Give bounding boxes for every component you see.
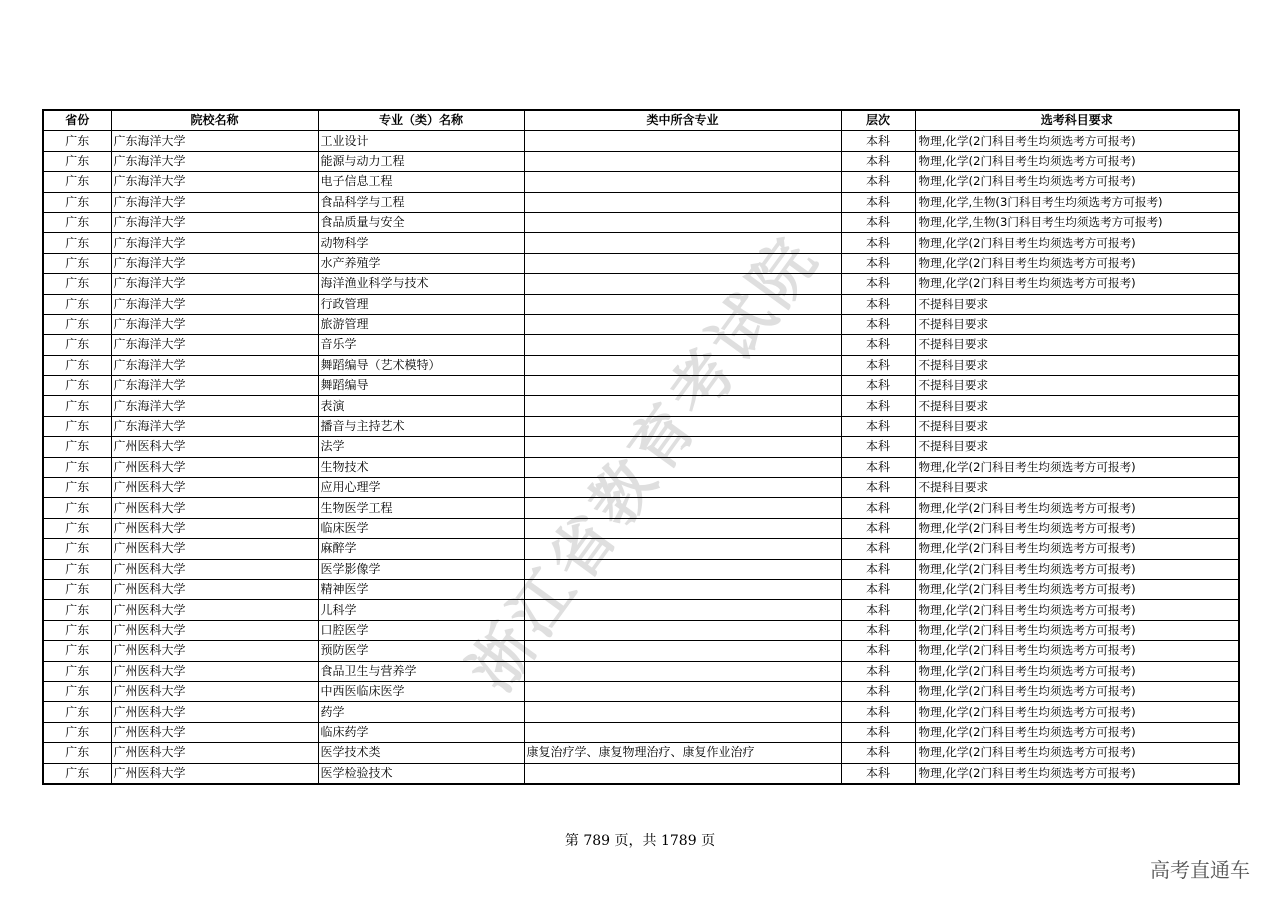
requirement-cell: 物理,化学(2门科目考生均须选考方可报考) — [915, 681, 1239, 701]
major-cell: 舞蹈编导（艺术模特） — [318, 355, 524, 375]
included-majors-cell — [524, 579, 841, 599]
level-cell: 本科 — [841, 172, 915, 192]
major-cell: 舞蹈编导 — [318, 376, 524, 396]
major-cell: 预防医学 — [318, 641, 524, 661]
school-cell: 广州医科大学 — [111, 722, 318, 742]
included-majors-cell — [524, 192, 841, 212]
school-cell: 广东海洋大学 — [111, 396, 318, 416]
school-cell: 广东海洋大学 — [111, 294, 318, 314]
table-row — [43, 172, 1239, 192]
level-cell: 本科 — [841, 355, 915, 375]
province-cell: 广东 — [43, 722, 111, 742]
table-row — [43, 579, 1239, 599]
included-majors-cell — [524, 722, 841, 742]
school-cell: 广东海洋大学 — [111, 192, 318, 212]
table-row — [43, 437, 1239, 457]
header-school: 院校名称 — [111, 110, 318, 131]
included-majors-cell — [524, 416, 841, 436]
header-subject-requirement: 选考科目要求 — [915, 110, 1239, 131]
major-cell: 口腔医学 — [318, 620, 524, 640]
requirement-cell: 物理,化学(2门科目考生均须选考方可报考) — [915, 559, 1239, 579]
major-cell: 应用心理学 — [318, 478, 524, 498]
requirement-cell: 物理,化学(2门科目考生均须选考方可报考) — [915, 620, 1239, 640]
included-majors-cell — [524, 212, 841, 232]
table-body — [43, 131, 1239, 784]
level-cell: 本科 — [841, 702, 915, 722]
major-cell: 精神医学 — [318, 579, 524, 599]
included-majors-cell — [524, 151, 841, 171]
major-cell: 食品质量与安全 — [318, 212, 524, 232]
requirement-cell: 不提科目要求 — [915, 294, 1239, 314]
province-cell: 广东 — [43, 498, 111, 518]
province-cell: 广东 — [43, 396, 111, 416]
requirement-cell: 不提科目要求 — [915, 437, 1239, 457]
included-majors-cell — [524, 294, 841, 314]
major-cell: 音乐学 — [318, 335, 524, 355]
province-cell: 广东 — [43, 151, 111, 171]
requirement-cell: 不提科目要求 — [915, 355, 1239, 375]
table-row — [43, 376, 1239, 396]
table-row — [43, 192, 1239, 212]
table-row — [43, 233, 1239, 253]
requirement-cell: 物理,化学(2门科目考生均须选考方可报考) — [915, 131, 1239, 151]
school-cell: 广州医科大学 — [111, 702, 318, 722]
included-majors-cell — [524, 233, 841, 253]
province-cell: 广东 — [43, 539, 111, 559]
requirement-cell: 物理,化学(2门科目考生均须选考方可报考) — [915, 253, 1239, 273]
table-row — [43, 620, 1239, 640]
requirement-cell: 物理,化学(2门科目考生均须选考方可报考) — [915, 233, 1239, 253]
school-cell: 广州医科大学 — [111, 620, 318, 640]
level-cell: 本科 — [841, 457, 915, 477]
major-cell: 表演 — [318, 396, 524, 416]
major-cell: 儿科学 — [318, 600, 524, 620]
included-majors-cell — [524, 274, 841, 294]
level-cell: 本科 — [841, 722, 915, 742]
table-row — [43, 294, 1239, 314]
requirement-cell: 不提科目要求 — [915, 376, 1239, 396]
school-cell: 广州医科大学 — [111, 743, 318, 763]
school-cell: 广东海洋大学 — [111, 253, 318, 273]
province-cell: 广东 — [43, 457, 111, 477]
level-cell: 本科 — [841, 253, 915, 273]
requirement-cell: 物理,化学(2门科目考生均须选考方可报考) — [915, 743, 1239, 763]
table-row — [43, 335, 1239, 355]
table-row — [43, 212, 1239, 232]
school-cell: 广州医科大学 — [111, 539, 318, 559]
province-cell: 广东 — [43, 763, 111, 784]
province-cell: 广东 — [43, 233, 111, 253]
school-cell: 广州医科大学 — [111, 579, 318, 599]
requirement-cell: 物理,化学(2门科目考生均须选考方可报考) — [915, 763, 1239, 784]
table-row — [43, 478, 1239, 498]
included-majors-cell — [524, 539, 841, 559]
province-cell: 广东 — [43, 376, 111, 396]
level-cell: 本科 — [841, 641, 915, 661]
level-cell: 本科 — [841, 743, 915, 763]
included-majors-cell — [524, 620, 841, 640]
level-cell: 本科 — [841, 518, 915, 538]
province-cell: 广东 — [43, 620, 111, 640]
table-row — [43, 661, 1239, 681]
province-cell: 广东 — [43, 743, 111, 763]
included-majors-cell — [524, 335, 841, 355]
province-cell: 广东 — [43, 437, 111, 457]
header-province: 省份 — [43, 110, 111, 131]
school-cell: 广东海洋大学 — [111, 355, 318, 375]
school-cell: 广州医科大学 — [111, 641, 318, 661]
major-cell: 医学技术类 — [318, 743, 524, 763]
level-cell: 本科 — [841, 661, 915, 681]
table-header-row — [43, 110, 1239, 131]
province-cell: 广东 — [43, 478, 111, 498]
included-majors-cell: 康复治疗学、康复物理治疗、康复作业治疗 — [524, 743, 841, 763]
school-cell: 广州医科大学 — [111, 457, 318, 477]
header-included-majors: 类中所含专业 — [524, 110, 841, 131]
requirement-cell: 物理,化学(2门科目考生均须选考方可报考) — [915, 151, 1239, 171]
requirement-cell: 物理,化学,生物(3门科目考生均须选考方可报考) — [915, 192, 1239, 212]
level-cell: 本科 — [841, 233, 915, 253]
requirement-cell: 物理,化学(2门科目考生均须选考方可报考) — [915, 539, 1239, 559]
school-cell: 广东海洋大学 — [111, 151, 318, 171]
level-cell: 本科 — [841, 212, 915, 232]
table-row — [43, 416, 1239, 436]
included-majors-cell — [524, 702, 841, 722]
school-cell: 广州医科大学 — [111, 661, 318, 681]
school-cell: 广东海洋大学 — [111, 172, 318, 192]
level-cell: 本科 — [841, 498, 915, 518]
school-cell: 广东海洋大学 — [111, 376, 318, 396]
school-cell: 广东海洋大学 — [111, 335, 318, 355]
requirement-cell: 物理,化学(2门科目考生均须选考方可报考) — [915, 661, 1239, 681]
level-cell: 本科 — [841, 294, 915, 314]
province-cell: 广东 — [43, 559, 111, 579]
requirement-cell: 物理,化学(2门科目考生均须选考方可报考) — [915, 702, 1239, 722]
level-cell: 本科 — [841, 620, 915, 640]
major-cell: 医学影像学 — [318, 559, 524, 579]
major-cell: 药学 — [318, 702, 524, 722]
requirement-cell: 物理,化学,生物(3门科目考生均须选考方可报考) — [915, 212, 1239, 232]
province-cell: 广东 — [43, 661, 111, 681]
major-cell: 播音与主持艺术 — [318, 416, 524, 436]
major-cell: 临床医学 — [318, 518, 524, 538]
province-cell: 广东 — [43, 253, 111, 273]
requirement-cell: 物理,化学(2门科目考生均须选考方可报考) — [915, 641, 1239, 661]
school-cell: 广东海洋大学 — [111, 131, 318, 151]
included-majors-cell — [524, 763, 841, 784]
subject-requirements-table — [42, 109, 1240, 785]
table-row — [43, 151, 1239, 171]
level-cell: 本科 — [841, 376, 915, 396]
province-cell: 广东 — [43, 131, 111, 151]
level-cell: 本科 — [841, 131, 915, 151]
requirement-cell: 不提科目要求 — [915, 396, 1239, 416]
included-majors-cell — [524, 600, 841, 620]
page-number: 第 789 页，共 1789 页 — [564, 833, 716, 849]
province-cell: 广东 — [43, 314, 111, 334]
school-cell: 广州医科大学 — [111, 498, 318, 518]
table-row — [43, 498, 1239, 518]
requirement-cell: 不提科目要求 — [915, 478, 1239, 498]
included-majors-cell — [524, 478, 841, 498]
school-cell: 广州医科大学 — [111, 478, 318, 498]
province-cell: 广东 — [43, 172, 111, 192]
included-majors-cell — [524, 437, 841, 457]
table-row — [43, 131, 1239, 151]
school-cell: 广东海洋大学 — [111, 416, 318, 436]
major-cell: 水产养殖学 — [318, 253, 524, 273]
requirement-cell: 不提科目要求 — [915, 314, 1239, 334]
major-cell: 工业设计 — [318, 131, 524, 151]
included-majors-cell — [524, 641, 841, 661]
table-row — [43, 763, 1239, 784]
table-row — [43, 355, 1239, 375]
level-cell: 本科 — [841, 579, 915, 599]
school-cell: 广州医科大学 — [111, 559, 318, 579]
major-cell: 食品卫生与营养学 — [318, 661, 524, 681]
included-majors-cell — [524, 498, 841, 518]
level-cell: 本科 — [841, 314, 915, 334]
province-cell: 广东 — [43, 702, 111, 722]
school-cell: 广州医科大学 — [111, 518, 318, 538]
level-cell: 本科 — [841, 559, 915, 579]
requirement-cell: 物理,化学(2门科目考生均须选考方可报考) — [915, 457, 1239, 477]
province-cell: 广东 — [43, 294, 111, 314]
level-cell: 本科 — [841, 274, 915, 294]
table-row — [43, 396, 1239, 416]
level-cell: 本科 — [841, 539, 915, 559]
requirement-cell: 物理,化学(2门科目考生均须选考方可报考) — [915, 579, 1239, 599]
table-row — [43, 457, 1239, 477]
header-major: 专业（类）名称 — [318, 110, 524, 131]
included-majors-cell — [524, 559, 841, 579]
school-cell: 广东海洋大学 — [111, 274, 318, 294]
included-majors-cell — [524, 661, 841, 681]
table-row — [43, 274, 1239, 294]
included-majors-cell — [524, 172, 841, 192]
included-majors-cell — [524, 518, 841, 538]
requirement-cell: 物理,化学(2门科目考生均须选考方可报考) — [915, 722, 1239, 742]
province-cell: 广东 — [43, 518, 111, 538]
included-majors-cell — [524, 355, 841, 375]
school-cell: 广州医科大学 — [111, 763, 318, 784]
level-cell: 本科 — [841, 681, 915, 701]
province-cell: 广东 — [43, 681, 111, 701]
table-row — [43, 518, 1239, 538]
major-cell: 法学 — [318, 437, 524, 457]
requirement-cell: 物理,化学(2门科目考生均须选考方可报考) — [915, 518, 1239, 538]
table-row — [43, 539, 1239, 559]
level-cell: 本科 — [841, 416, 915, 436]
major-cell: 动物科学 — [318, 233, 524, 253]
level-cell: 本科 — [841, 600, 915, 620]
requirement-cell: 物理,化学(2门科目考生均须选考方可报考) — [915, 172, 1239, 192]
table-row — [43, 253, 1239, 273]
school-cell: 广东海洋大学 — [111, 212, 318, 232]
table-row — [43, 559, 1239, 579]
table-row — [43, 722, 1239, 742]
province-cell: 广东 — [43, 192, 111, 212]
province-cell: 广东 — [43, 274, 111, 294]
brand-logo-text: 高考直通车 — [1150, 858, 1250, 882]
included-majors-cell — [524, 314, 841, 334]
major-cell: 海洋渔业科学与技术 — [318, 274, 524, 294]
province-cell: 广东 — [43, 579, 111, 599]
requirement-cell: 不提科目要求 — [915, 335, 1239, 355]
major-cell: 临床药学 — [318, 722, 524, 742]
school-cell: 广州医科大学 — [111, 600, 318, 620]
requirement-cell: 物理,化学(2门科目考生均须选考方可报考) — [915, 274, 1239, 294]
table-row — [43, 641, 1239, 661]
requirement-cell: 物理,化学(2门科目考生均须选考方可报考) — [915, 498, 1239, 518]
table-row — [43, 743, 1239, 763]
major-cell: 能源与动力工程 — [318, 151, 524, 171]
included-majors-cell — [524, 253, 841, 273]
school-cell: 广州医科大学 — [111, 681, 318, 701]
included-majors-cell — [524, 376, 841, 396]
requirement-cell: 物理,化学(2门科目考生均须选考方可报考) — [915, 600, 1239, 620]
included-majors-cell — [524, 396, 841, 416]
level-cell: 本科 — [841, 763, 915, 784]
table-row — [43, 600, 1239, 620]
level-cell: 本科 — [841, 437, 915, 457]
level-cell: 本科 — [841, 478, 915, 498]
school-cell: 广东海洋大学 — [111, 233, 318, 253]
province-cell: 广东 — [43, 212, 111, 232]
included-majors-cell — [524, 457, 841, 477]
province-cell: 广东 — [43, 416, 111, 436]
province-cell: 广东 — [43, 641, 111, 661]
school-cell: 广东海洋大学 — [111, 314, 318, 334]
school-cell: 广州医科大学 — [111, 437, 318, 457]
major-cell: 行政管理 — [318, 294, 524, 314]
major-cell: 旅游管理 — [318, 314, 524, 334]
level-cell: 本科 — [841, 192, 915, 212]
included-majors-cell — [524, 681, 841, 701]
province-cell: 广东 — [43, 335, 111, 355]
level-cell: 本科 — [841, 396, 915, 416]
major-cell: 电子信息工程 — [318, 172, 524, 192]
province-cell: 广东 — [43, 355, 111, 375]
level-cell: 本科 — [841, 151, 915, 171]
major-cell: 医学检验技术 — [318, 763, 524, 784]
major-cell: 生物技术 — [318, 457, 524, 477]
table-row — [43, 681, 1239, 701]
province-cell: 广东 — [43, 600, 111, 620]
major-cell: 食品科学与工程 — [318, 192, 524, 212]
table-row — [43, 702, 1239, 722]
level-cell: 本科 — [841, 335, 915, 355]
header-level: 层次 — [841, 110, 915, 131]
major-cell: 中西医临床医学 — [318, 681, 524, 701]
requirement-cell: 不提科目要求 — [915, 416, 1239, 436]
major-cell: 麻醉学 — [318, 539, 524, 559]
major-cell: 生物医学工程 — [318, 498, 524, 518]
table-row — [43, 314, 1239, 334]
included-majors-cell — [524, 131, 841, 151]
watermark: 浙江省教育考试院 — [454, 221, 834, 705]
